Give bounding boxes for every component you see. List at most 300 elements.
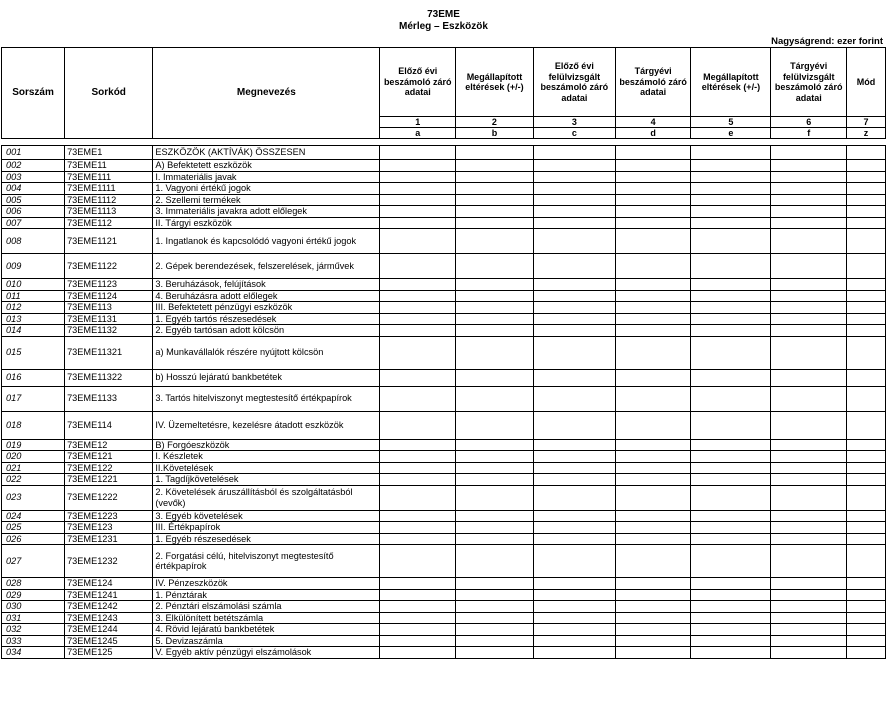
value-cell-a[interactable]	[380, 522, 456, 534]
value-cell-a[interactable]	[380, 612, 456, 624]
value-cell-e[interactable]	[691, 254, 771, 279]
row-sorszam: 016	[2, 369, 65, 386]
value-cell-a[interactable]	[380, 624, 456, 636]
value-cell-f[interactable]	[771, 217, 847, 229]
table-row	[2, 522, 886, 534]
value-cell-a[interactable]	[380, 462, 456, 474]
value-cell-f[interactable]	[771, 635, 847, 647]
value-cell-e[interactable]	[691, 439, 771, 451]
value-cell-z[interactable]	[847, 194, 886, 206]
value-cell-d[interactable]	[615, 183, 691, 195]
value-cell-f[interactable]	[771, 336, 847, 369]
value-cell-e[interactable]	[691, 279, 771, 291]
value-cell-b[interactable]	[456, 601, 534, 613]
value-cell-b[interactable]	[456, 411, 534, 439]
table-row	[2, 411, 886, 439]
value-cell-b[interactable]	[456, 325, 534, 337]
value-cell-a[interactable]	[380, 279, 456, 291]
value-cell-z[interactable]	[847, 146, 886, 160]
value-cell-z[interactable]	[847, 510, 886, 522]
value-cell-b[interactable]	[456, 146, 534, 160]
value-cell-e[interactable]	[691, 160, 771, 172]
value-cell-b[interactable]	[456, 229, 534, 254]
row-sorszam: 031	[2, 612, 65, 624]
value-cell-c[interactable]	[533, 313, 615, 325]
value-cell-f[interactable]	[771, 533, 847, 545]
value-cell-a[interactable]	[380, 647, 456, 659]
value-cell-d[interactable]	[615, 279, 691, 291]
value-cell-d[interactable]	[615, 336, 691, 369]
value-cell-c[interactable]	[533, 578, 615, 590]
value-cell-d[interactable]	[615, 451, 691, 463]
value-cell-f[interactable]	[771, 474, 847, 486]
value-cell-f[interactable]	[771, 302, 847, 314]
row-megnevezes: 3. Immateriális javakra adott előlegek	[153, 206, 380, 218]
value-cell-a[interactable]	[380, 290, 456, 302]
row-sorszam: 030	[2, 601, 65, 613]
value-cell-b[interactable]	[456, 290, 534, 302]
row-sorszam: 029	[2, 589, 65, 601]
value-cell-c[interactable]	[533, 647, 615, 659]
value-cell-d[interactable]	[615, 647, 691, 659]
value-cell-e[interactable]	[691, 578, 771, 590]
value-cell-b[interactable]	[456, 462, 534, 474]
table-row	[2, 313, 886, 325]
value-cell-a[interactable]	[380, 194, 456, 206]
value-cell-e[interactable]	[691, 325, 771, 337]
value-cell-a[interactable]	[380, 217, 456, 229]
value-cell-z[interactable]	[847, 206, 886, 218]
value-cell-c[interactable]	[533, 462, 615, 474]
value-cell-b[interactable]	[456, 439, 534, 451]
value-cell-c[interactable]	[533, 386, 615, 411]
value-cell-z[interactable]	[847, 254, 886, 279]
value-cell-e[interactable]	[691, 601, 771, 613]
table-row	[2, 290, 886, 302]
value-cell-b[interactable]	[456, 545, 534, 578]
value-cell-e[interactable]	[691, 451, 771, 463]
row-sorszam: 008	[2, 229, 65, 254]
value-cell-b[interactable]	[456, 302, 534, 314]
value-cell-d[interactable]	[615, 612, 691, 624]
value-cell-c[interactable]	[533, 545, 615, 578]
value-cell-c[interactable]	[533, 612, 615, 624]
value-cell-z[interactable]	[847, 533, 886, 545]
row-megnevezes: 2. Követelések áruszállításból és szolgáltatásból (vevők)	[153, 485, 380, 510]
value-cell-f[interactable]	[771, 160, 847, 172]
value-cell-c[interactable]	[533, 217, 615, 229]
value-cell-d[interactable]	[615, 290, 691, 302]
value-cell-a[interactable]	[380, 171, 456, 183]
col-letter: e	[691, 128, 771, 139]
value-cell-f[interactable]	[771, 439, 847, 451]
value-cell-c[interactable]	[533, 439, 615, 451]
value-cell-d[interactable]	[615, 411, 691, 439]
value-cell-z[interactable]	[847, 612, 886, 624]
value-cell-d[interactable]	[615, 601, 691, 613]
value-cell-f[interactable]	[771, 313, 847, 325]
value-cell-b[interactable]	[456, 386, 534, 411]
value-cell-z[interactable]	[847, 369, 886, 386]
row-sorszam: 019	[2, 439, 65, 451]
value-cell-z[interactable]	[847, 601, 886, 613]
value-cell-a[interactable]	[380, 589, 456, 601]
row-sorszam: 027	[2, 545, 65, 578]
value-cell-a[interactable]	[380, 601, 456, 613]
value-cell-c[interactable]	[533, 533, 615, 545]
value-cell-f[interactable]	[771, 254, 847, 279]
table-row	[2, 206, 886, 218]
col-letter: a	[380, 128, 456, 139]
value-cell-z[interactable]	[847, 474, 886, 486]
value-cell-f[interactable]	[771, 325, 847, 337]
value-cell-b[interactable]	[456, 635, 534, 647]
row-megnevezes: IV. Pénzeszközök	[153, 578, 380, 590]
value-cell-a[interactable]	[380, 439, 456, 451]
value-cell-z[interactable]	[847, 183, 886, 195]
value-cell-c[interactable]	[533, 624, 615, 636]
value-cell-b[interactable]	[456, 589, 534, 601]
value-cell-a[interactable]	[380, 160, 456, 172]
value-cell-e[interactable]	[691, 522, 771, 534]
value-cell-z[interactable]	[847, 411, 886, 439]
value-cell-e[interactable]	[691, 624, 771, 636]
value-cell-b[interactable]	[456, 336, 534, 369]
value-cell-c[interactable]	[533, 485, 615, 510]
header-col-7: Mód	[847, 48, 886, 117]
row-megnevezes: 1. Egyéb részesedések	[153, 533, 380, 545]
value-cell-e[interactable]	[691, 545, 771, 578]
value-cell-d[interactable]	[615, 474, 691, 486]
value-cell-b[interactable]	[456, 171, 534, 183]
value-cell-f[interactable]	[771, 485, 847, 510]
value-cell-f[interactable]	[771, 146, 847, 160]
value-cell-d[interactable]	[615, 160, 691, 172]
value-cell-d[interactable]	[615, 635, 691, 647]
value-cell-a[interactable]	[380, 313, 456, 325]
value-cell-z[interactable]	[847, 217, 886, 229]
row-megnevezes: B) Forgóeszközök	[153, 439, 380, 451]
value-cell-a[interactable]	[380, 533, 456, 545]
value-cell-c[interactable]	[533, 510, 615, 522]
value-cell-f[interactable]	[771, 194, 847, 206]
value-cell-f[interactable]	[771, 451, 847, 463]
row-sorszam: 026	[2, 533, 65, 545]
value-cell-z[interactable]	[847, 279, 886, 291]
row-megnevezes: V. Egyéb aktív pénzügyi elszámolások	[153, 647, 380, 659]
value-cell-e[interactable]	[691, 386, 771, 411]
value-cell-b[interactable]	[456, 578, 534, 590]
value-cell-a[interactable]	[380, 386, 456, 411]
value-cell-a[interactable]	[380, 474, 456, 486]
value-cell-a[interactable]	[380, 302, 456, 314]
value-cell-z[interactable]	[847, 325, 886, 337]
value-cell-c[interactable]	[533, 411, 615, 439]
value-cell-b[interactable]	[456, 160, 534, 172]
value-cell-d[interactable]	[615, 522, 691, 534]
value-cell-a[interactable]	[380, 411, 456, 439]
value-cell-z[interactable]	[847, 624, 886, 636]
value-cell-b[interactable]	[456, 624, 534, 636]
value-cell-z[interactable]	[847, 302, 886, 314]
value-cell-z[interactable]	[847, 485, 886, 510]
value-cell-a[interactable]	[380, 485, 456, 510]
value-cell-z[interactable]	[847, 439, 886, 451]
value-cell-f[interactable]	[771, 601, 847, 613]
value-cell-d[interactable]	[615, 325, 691, 337]
value-cell-c[interactable]	[533, 302, 615, 314]
table-row	[2, 624, 886, 636]
unit-label: Nagyságrend: ezer forint	[771, 36, 883, 47]
value-cell-d[interactable]	[615, 146, 691, 160]
value-cell-b[interactable]	[456, 451, 534, 463]
value-cell-z[interactable]	[847, 336, 886, 369]
row-megnevezes: I. Készletek	[153, 451, 380, 463]
value-cell-f[interactable]	[771, 386, 847, 411]
value-cell-f[interactable]	[771, 612, 847, 624]
row-megnevezes: II. Tárgyi eszközök	[153, 217, 380, 229]
value-cell-a[interactable]	[380, 369, 456, 386]
header-sorkod: Sorkód	[65, 48, 153, 139]
value-cell-c[interactable]	[533, 160, 615, 172]
value-cell-f[interactable]	[771, 589, 847, 601]
value-cell-b[interactable]	[456, 313, 534, 325]
row-sorszam: 006	[2, 206, 65, 218]
table-row	[2, 474, 886, 486]
value-cell-b[interactable]	[456, 369, 534, 386]
value-cell-e[interactable]	[691, 217, 771, 229]
value-cell-z[interactable]	[847, 386, 886, 411]
value-cell-f[interactable]	[771, 411, 847, 439]
table-row	[2, 194, 886, 206]
value-cell-d[interactable]	[615, 439, 691, 451]
value-cell-z[interactable]	[847, 578, 886, 590]
row-sorkod: 73EME1243	[65, 612, 153, 624]
value-cell-c[interactable]	[533, 229, 615, 254]
value-cell-b[interactable]	[456, 194, 534, 206]
row-sorszam: 005	[2, 194, 65, 206]
value-cell-d[interactable]	[615, 302, 691, 314]
value-cell-e[interactable]	[691, 589, 771, 601]
value-cell-a[interactable]	[380, 254, 456, 279]
value-cell-z[interactable]	[847, 229, 886, 254]
row-megnevezes: IV. Üzemeltetésre, kezelésre átadott eszközök	[153, 411, 380, 439]
row-sorszam: 010	[2, 279, 65, 291]
value-cell-c[interactable]	[533, 206, 615, 218]
value-cell-d[interactable]	[615, 578, 691, 590]
row-sorkod: 73EME1111	[65, 183, 153, 195]
value-cell-f[interactable]	[771, 290, 847, 302]
value-cell-c[interactable]	[533, 290, 615, 302]
value-cell-b[interactable]	[456, 522, 534, 534]
value-cell-z[interactable]	[847, 635, 886, 647]
value-cell-f[interactable]	[771, 369, 847, 386]
value-cell-d[interactable]	[615, 485, 691, 510]
table-row	[2, 146, 886, 160]
value-cell-a[interactable]	[380, 325, 456, 337]
value-cell-e[interactable]	[691, 485, 771, 510]
col-letter: b	[456, 128, 534, 139]
value-cell-b[interactable]	[456, 474, 534, 486]
value-cell-d[interactable]	[615, 194, 691, 206]
value-cell-e[interactable]	[691, 510, 771, 522]
value-cell-d[interactable]	[615, 369, 691, 386]
value-cell-z[interactable]	[847, 647, 886, 659]
row-sorszam: 034	[2, 647, 65, 659]
row-sorszam: 021	[2, 462, 65, 474]
value-cell-f[interactable]	[771, 279, 847, 291]
value-cell-f[interactable]	[771, 171, 847, 183]
value-cell-c[interactable]	[533, 183, 615, 195]
row-sorkod: 73EME12	[65, 439, 153, 451]
value-cell-c[interactable]	[533, 635, 615, 647]
row-sorkod: 73EME1122	[65, 254, 153, 279]
table-row	[2, 635, 886, 647]
value-cell-a[interactable]	[380, 635, 456, 647]
value-cell-c[interactable]	[533, 601, 615, 613]
value-cell-f[interactable]	[771, 229, 847, 254]
value-cell-e[interactable]	[691, 313, 771, 325]
value-cell-z[interactable]	[847, 589, 886, 601]
value-cell-d[interactable]	[615, 624, 691, 636]
value-cell-c[interactable]	[533, 589, 615, 601]
value-cell-d[interactable]	[615, 254, 691, 279]
value-cell-f[interactable]	[771, 522, 847, 534]
value-cell-e[interactable]	[691, 462, 771, 474]
value-cell-c[interactable]	[533, 171, 615, 183]
value-cell-c[interactable]	[533, 254, 615, 279]
value-cell-d[interactable]	[615, 533, 691, 545]
value-cell-d[interactable]	[615, 545, 691, 578]
value-cell-d[interactable]	[615, 206, 691, 218]
row-sorkod: 73EME11322	[65, 369, 153, 386]
value-cell-e[interactable]	[691, 194, 771, 206]
value-cell-a[interactable]	[380, 545, 456, 578]
value-cell-b[interactable]	[456, 217, 534, 229]
value-cell-z[interactable]	[847, 545, 886, 578]
value-cell-b[interactable]	[456, 206, 534, 218]
row-megnevezes: 3. Beruházások, felújítások	[153, 279, 380, 291]
value-cell-e[interactable]	[691, 411, 771, 439]
value-cell-e[interactable]	[691, 302, 771, 314]
value-cell-f[interactable]	[771, 578, 847, 590]
value-cell-e[interactable]	[691, 183, 771, 195]
value-cell-d[interactable]	[615, 589, 691, 601]
value-cell-f[interactable]	[771, 624, 847, 636]
table-row	[2, 612, 886, 624]
table-row	[2, 183, 886, 195]
value-cell-f[interactable]	[771, 510, 847, 522]
value-cell-a[interactable]	[380, 578, 456, 590]
value-cell-b[interactable]	[456, 254, 534, 279]
value-cell-f[interactable]	[771, 462, 847, 474]
value-cell-d[interactable]	[615, 229, 691, 254]
value-cell-c[interactable]	[533, 279, 615, 291]
value-cell-e[interactable]	[691, 612, 771, 624]
value-cell-z[interactable]	[847, 313, 886, 325]
value-cell-z[interactable]	[847, 522, 886, 534]
value-cell-f[interactable]	[771, 647, 847, 659]
value-cell-a[interactable]	[380, 229, 456, 254]
value-cell-e[interactable]	[691, 206, 771, 218]
value-cell-f[interactable]	[771, 183, 847, 195]
table-row	[2, 485, 886, 510]
row-megnevezes: 2. Forgatási célú, hitelviszonyt megtestesítő értékpapírok	[153, 545, 380, 578]
table-row	[2, 369, 886, 386]
value-cell-a[interactable]	[380, 146, 456, 160]
value-cell-e[interactable]	[691, 171, 771, 183]
value-cell-d[interactable]	[615, 510, 691, 522]
value-cell-c[interactable]	[533, 369, 615, 386]
value-cell-a[interactable]	[380, 510, 456, 522]
value-cell-e[interactable]	[691, 290, 771, 302]
value-cell-f[interactable]	[771, 206, 847, 218]
value-cell-d[interactable]	[615, 462, 691, 474]
value-cell-c[interactable]	[533, 325, 615, 337]
row-sorkod: 73EME11321	[65, 336, 153, 369]
value-cell-f[interactable]	[771, 545, 847, 578]
value-cell-d[interactable]	[615, 171, 691, 183]
value-cell-c[interactable]	[533, 194, 615, 206]
value-cell-a[interactable]	[380, 206, 456, 218]
value-cell-d[interactable]	[615, 313, 691, 325]
value-cell-e[interactable]	[691, 336, 771, 369]
col-letter: z	[847, 128, 886, 139]
value-cell-d[interactable]	[615, 386, 691, 411]
value-cell-c[interactable]	[533, 146, 615, 160]
value-cell-b[interactable]	[456, 647, 534, 659]
value-cell-e[interactable]	[691, 647, 771, 659]
value-cell-b[interactable]	[456, 485, 534, 510]
value-cell-b[interactable]	[456, 612, 534, 624]
value-cell-z[interactable]	[847, 290, 886, 302]
value-cell-a[interactable]	[380, 336, 456, 369]
value-cell-b[interactable]	[456, 510, 534, 522]
row-megnevezes: 2. Pénztári elszámolási számla	[153, 601, 380, 613]
value-cell-c[interactable]	[533, 522, 615, 534]
value-cell-z[interactable]	[847, 171, 886, 183]
row-megnevezes: 5. Devizaszámla	[153, 635, 380, 647]
table-row	[2, 451, 886, 463]
value-cell-b[interactable]	[456, 279, 534, 291]
value-cell-d[interactable]	[615, 217, 691, 229]
row-megnevezes: III. Értékpapírok	[153, 522, 380, 534]
value-cell-c[interactable]	[533, 336, 615, 369]
value-cell-z[interactable]	[847, 160, 886, 172]
value-cell-c[interactable]	[533, 474, 615, 486]
table-row	[2, 217, 886, 229]
col-letter: c	[533, 128, 615, 139]
value-cell-e[interactable]	[691, 635, 771, 647]
value-cell-z[interactable]	[847, 462, 886, 474]
value-cell-b[interactable]	[456, 533, 534, 545]
row-sorszam: 028	[2, 578, 65, 590]
row-megnevezes: 1. Ingatlanok és kapcsolódó vagyoni értékű jogok	[153, 229, 380, 254]
header-col-5: Megállapított eltérések (+/-)	[691, 48, 771, 117]
value-cell-z[interactable]	[847, 451, 886, 463]
value-cell-a[interactable]	[380, 451, 456, 463]
value-cell-a[interactable]	[380, 183, 456, 195]
row-megnevezes: III. Befektetett pénzügyi eszközök	[153, 302, 380, 314]
value-cell-e[interactable]	[691, 533, 771, 545]
value-cell-e[interactable]	[691, 474, 771, 486]
value-cell-b[interactable]	[456, 183, 534, 195]
value-cell-e[interactable]	[691, 146, 771, 160]
value-cell-e[interactable]	[691, 229, 771, 254]
form-subtitle: Mérleg – Eszközök	[399, 21, 488, 32]
value-cell-e[interactable]	[691, 369, 771, 386]
value-cell-c[interactable]	[533, 451, 615, 463]
